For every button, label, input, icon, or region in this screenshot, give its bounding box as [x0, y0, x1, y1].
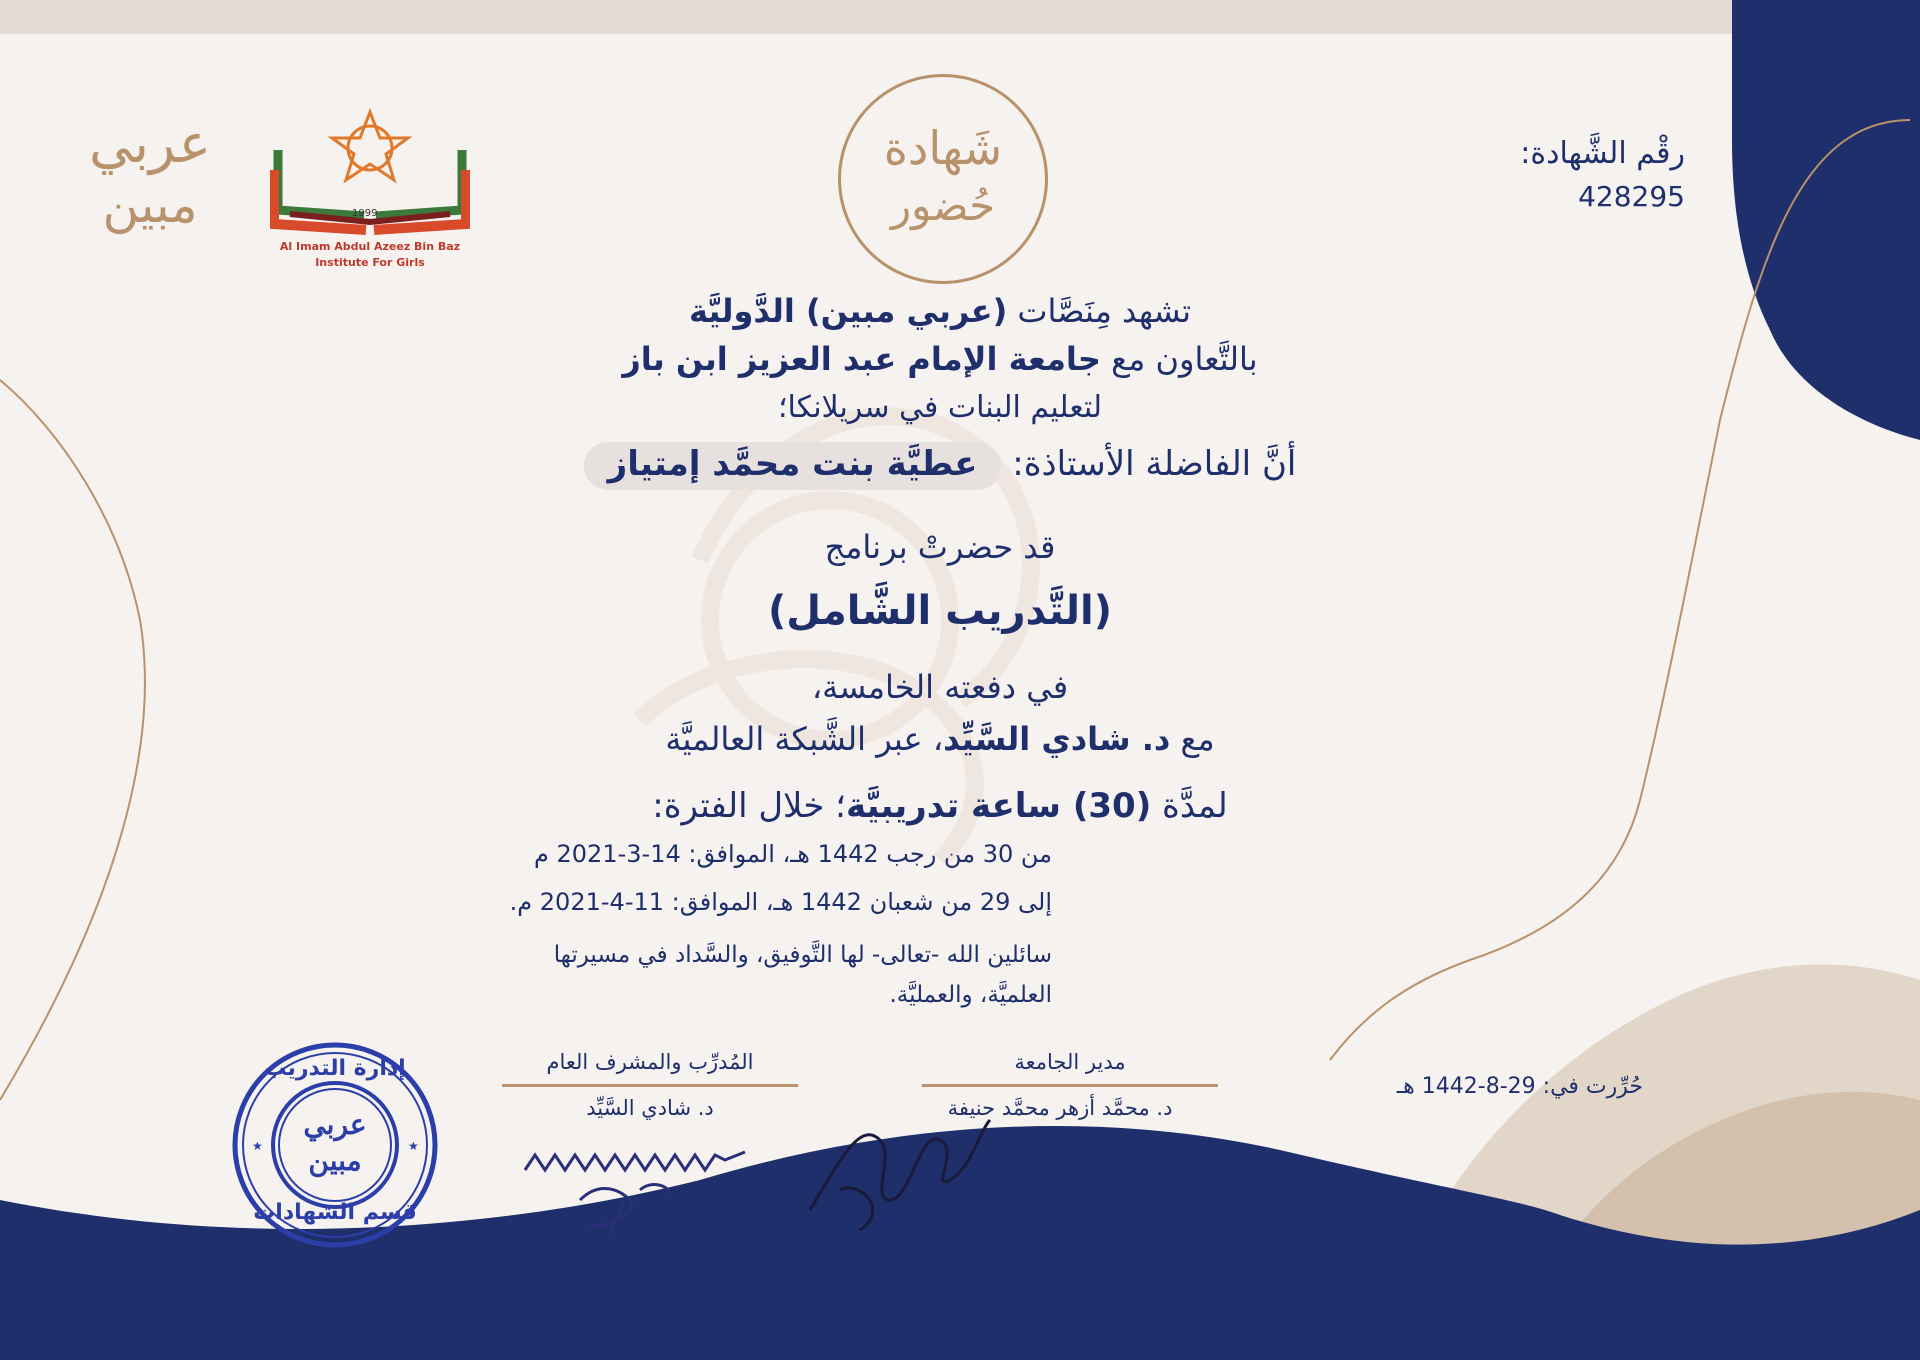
- recipient-line: [420, 442, 1460, 490]
- wish-line1: سائلين الله -تعالى- لها التَّوفيق، والسَّداد في مسيرتها: [553, 942, 1052, 968]
- recipient-prefix: أنَّ الفاضلة الأستاذة:: [1012, 444, 1297, 484]
- duration-line: [420, 786, 1460, 826]
- duration-suffix: ؛ خلال الفترة:: [652, 786, 846, 826]
- trainer-title: المُدرِّب والمشرف العام: [546, 1050, 754, 1074]
- trainer-line: [420, 720, 1460, 758]
- duration-bold: (30) ساعة تدريبيَّة: [845, 786, 1152, 826]
- date-from: من 30 من رجب 1442 هـ، الموافق: 14-3-2021 م: [534, 840, 1052, 868]
- body-line3: لتعليم البنات في سريلانكا؛: [777, 390, 1103, 425]
- body-line1-prefix: تشهد مِنَصَّات: [1007, 292, 1192, 330]
- certificate-seal: [838, 74, 1048, 284]
- institute-name-line1: Al Imam Abdul Azeez Bin Baz: [279, 240, 461, 253]
- certificate-number-value: 428295: [1578, 180, 1685, 213]
- seal-title-line2: حُضور: [890, 181, 996, 230]
- director-divider: [922, 1084, 1218, 1087]
- body-line1-bold: (عربي مبين) الدَّوليَّة: [688, 292, 1008, 330]
- trainer-suffix: ، عبر الشَّبكة العالميَّة: [665, 720, 944, 758]
- body-line2-bold: جامعة الإمام عبد العزيز ابن باز: [622, 340, 1101, 378]
- batch-text: في دفعته الخامسة،: [811, 668, 1069, 706]
- stamp-center-line1: عربي: [303, 1108, 367, 1141]
- recipient-name: عطيَّة بنت محمَّد إمتياز: [584, 442, 1002, 490]
- issued-date: حُرِّرت في: 29-8-1442 هـ: [1396, 1074, 1643, 1099]
- trainer-prefix: مع: [1170, 720, 1215, 758]
- brand-logo-line2: مبين: [102, 176, 198, 234]
- body-line1: [420, 292, 1460, 330]
- stamp-bottom-text: قسم الشهادات: [253, 1200, 417, 1225]
- brand-logo: [70, 112, 230, 252]
- date-to: إلى 29 من شعبان 1442 هـ، الموافق: 11-4-2021 م.: [509, 888, 1052, 916]
- certificate-number-label: رقْم الشَّهادة:: [1520, 136, 1685, 171]
- director-name: د. محمَّد أزهر محمَّد حنيفة: [947, 1096, 1173, 1120]
- institute-name-line2: Institute For Girls: [315, 256, 425, 269]
- brand-logo-line1: عربي: [88, 112, 212, 175]
- trainer-signature: [520, 1130, 760, 1240]
- program-title: (التَّدريب الشَّامل): [768, 588, 1112, 634]
- wish-line2: العلميَّة، والعمليَّة.: [889, 982, 1052, 1008]
- institute-year: 1999: [352, 208, 378, 219]
- institute-logo: [270, 98, 470, 278]
- stamp: [230, 1040, 440, 1250]
- stamp-center-line2: مبين: [308, 1144, 362, 1177]
- svg-text:★: ★: [252, 1139, 263, 1153]
- attended-text: قد حضرتْ برنامج: [824, 528, 1056, 566]
- trainer-name-bold: د. شادي السَّيِّد: [943, 720, 1171, 758]
- svg-text:★: ★: [408, 1139, 419, 1153]
- director-title: مدير الجامعة: [1014, 1050, 1126, 1074]
- body-line2-prefix: بالتَّعاون مع: [1100, 340, 1258, 378]
- trainer-name: د. شادي السَّيِّد: [586, 1096, 714, 1120]
- seal-title-line1: شَهادة: [883, 121, 1003, 175]
- body-line2: [420, 340, 1460, 378]
- stamp-top-text: إدارة التدريب: [264, 1056, 406, 1081]
- duration-prefix: لمدَّة: [1151, 786, 1228, 826]
- trainer-divider: [502, 1084, 798, 1087]
- director-signature: [800, 1100, 1000, 1240]
